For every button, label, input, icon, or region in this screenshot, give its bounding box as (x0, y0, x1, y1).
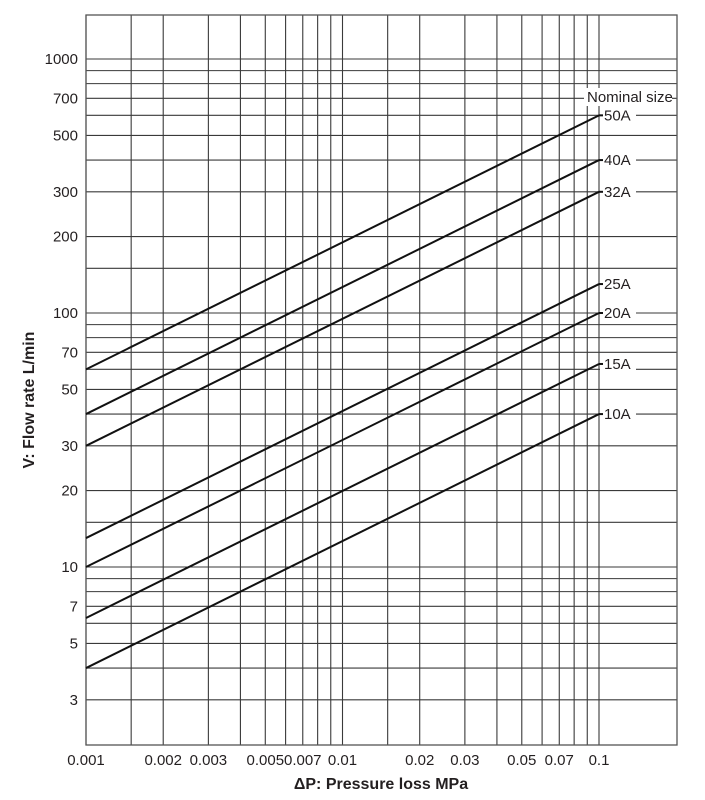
x-tick-label: 0.05 (507, 752, 537, 769)
x-tick-label: 0.007 (283, 752, 322, 769)
y-tick-label: 30 (61, 437, 78, 455)
x-tick-label: 0.003 (189, 752, 228, 769)
x-tick-label: 0.005 (246, 752, 285, 769)
y-tick-label: 700 (52, 90, 78, 108)
x-tick-label: 0.002 (144, 752, 182, 769)
series-label-25a: 25A (604, 276, 631, 294)
y-tick-labels (45, 51, 78, 709)
x-tick-label: 0.03 (450, 752, 480, 769)
y-tick-label: 300 (52, 183, 78, 201)
y-tick-label: 70 (61, 344, 78, 362)
y-tick-label: 500 (52, 127, 78, 145)
x-tick-label: 0.001 (67, 752, 105, 769)
x-tick-label: 0.02 (405, 752, 435, 769)
y-tick-label: 5 (69, 635, 78, 653)
x-tick-label: 0.01 (327, 752, 358, 769)
y-axis-title: V: Flow rate L/min (21, 331, 38, 469)
series-label-40a: 40A (604, 152, 631, 170)
series-label-20a: 20A (604, 305, 631, 322)
y-tick-label: 20 (61, 482, 78, 500)
legend-title: Nominal size (587, 89, 673, 106)
y-tick-label: 50 (61, 381, 78, 399)
series-label-10a: 10A (604, 406, 631, 424)
series-labels (584, 88, 673, 423)
x-axis-title: ΔP: Pressure loss MPa (293, 776, 469, 793)
x-tick-label: 0.07 (544, 752, 574, 769)
y-tick-label: 3 (69, 691, 78, 709)
x-tick-label: 0.1 (588, 752, 610, 769)
y-tick-label: 200 (52, 228, 78, 246)
plot-frame (86, 15, 677, 745)
y-tick-label: 7 (69, 598, 78, 616)
y-tick-label: 100 (52, 305, 78, 322)
y-tick-label: 1000 (44, 51, 78, 68)
series-label-15a: 15A (604, 355, 631, 373)
y-tick-label: 10 (61, 559, 78, 576)
series-label-50a: 50A (604, 107, 631, 125)
grid (86, 15, 677, 745)
x-tick-labels (67, 752, 609, 769)
series-label-32a: 32A (604, 183, 631, 201)
